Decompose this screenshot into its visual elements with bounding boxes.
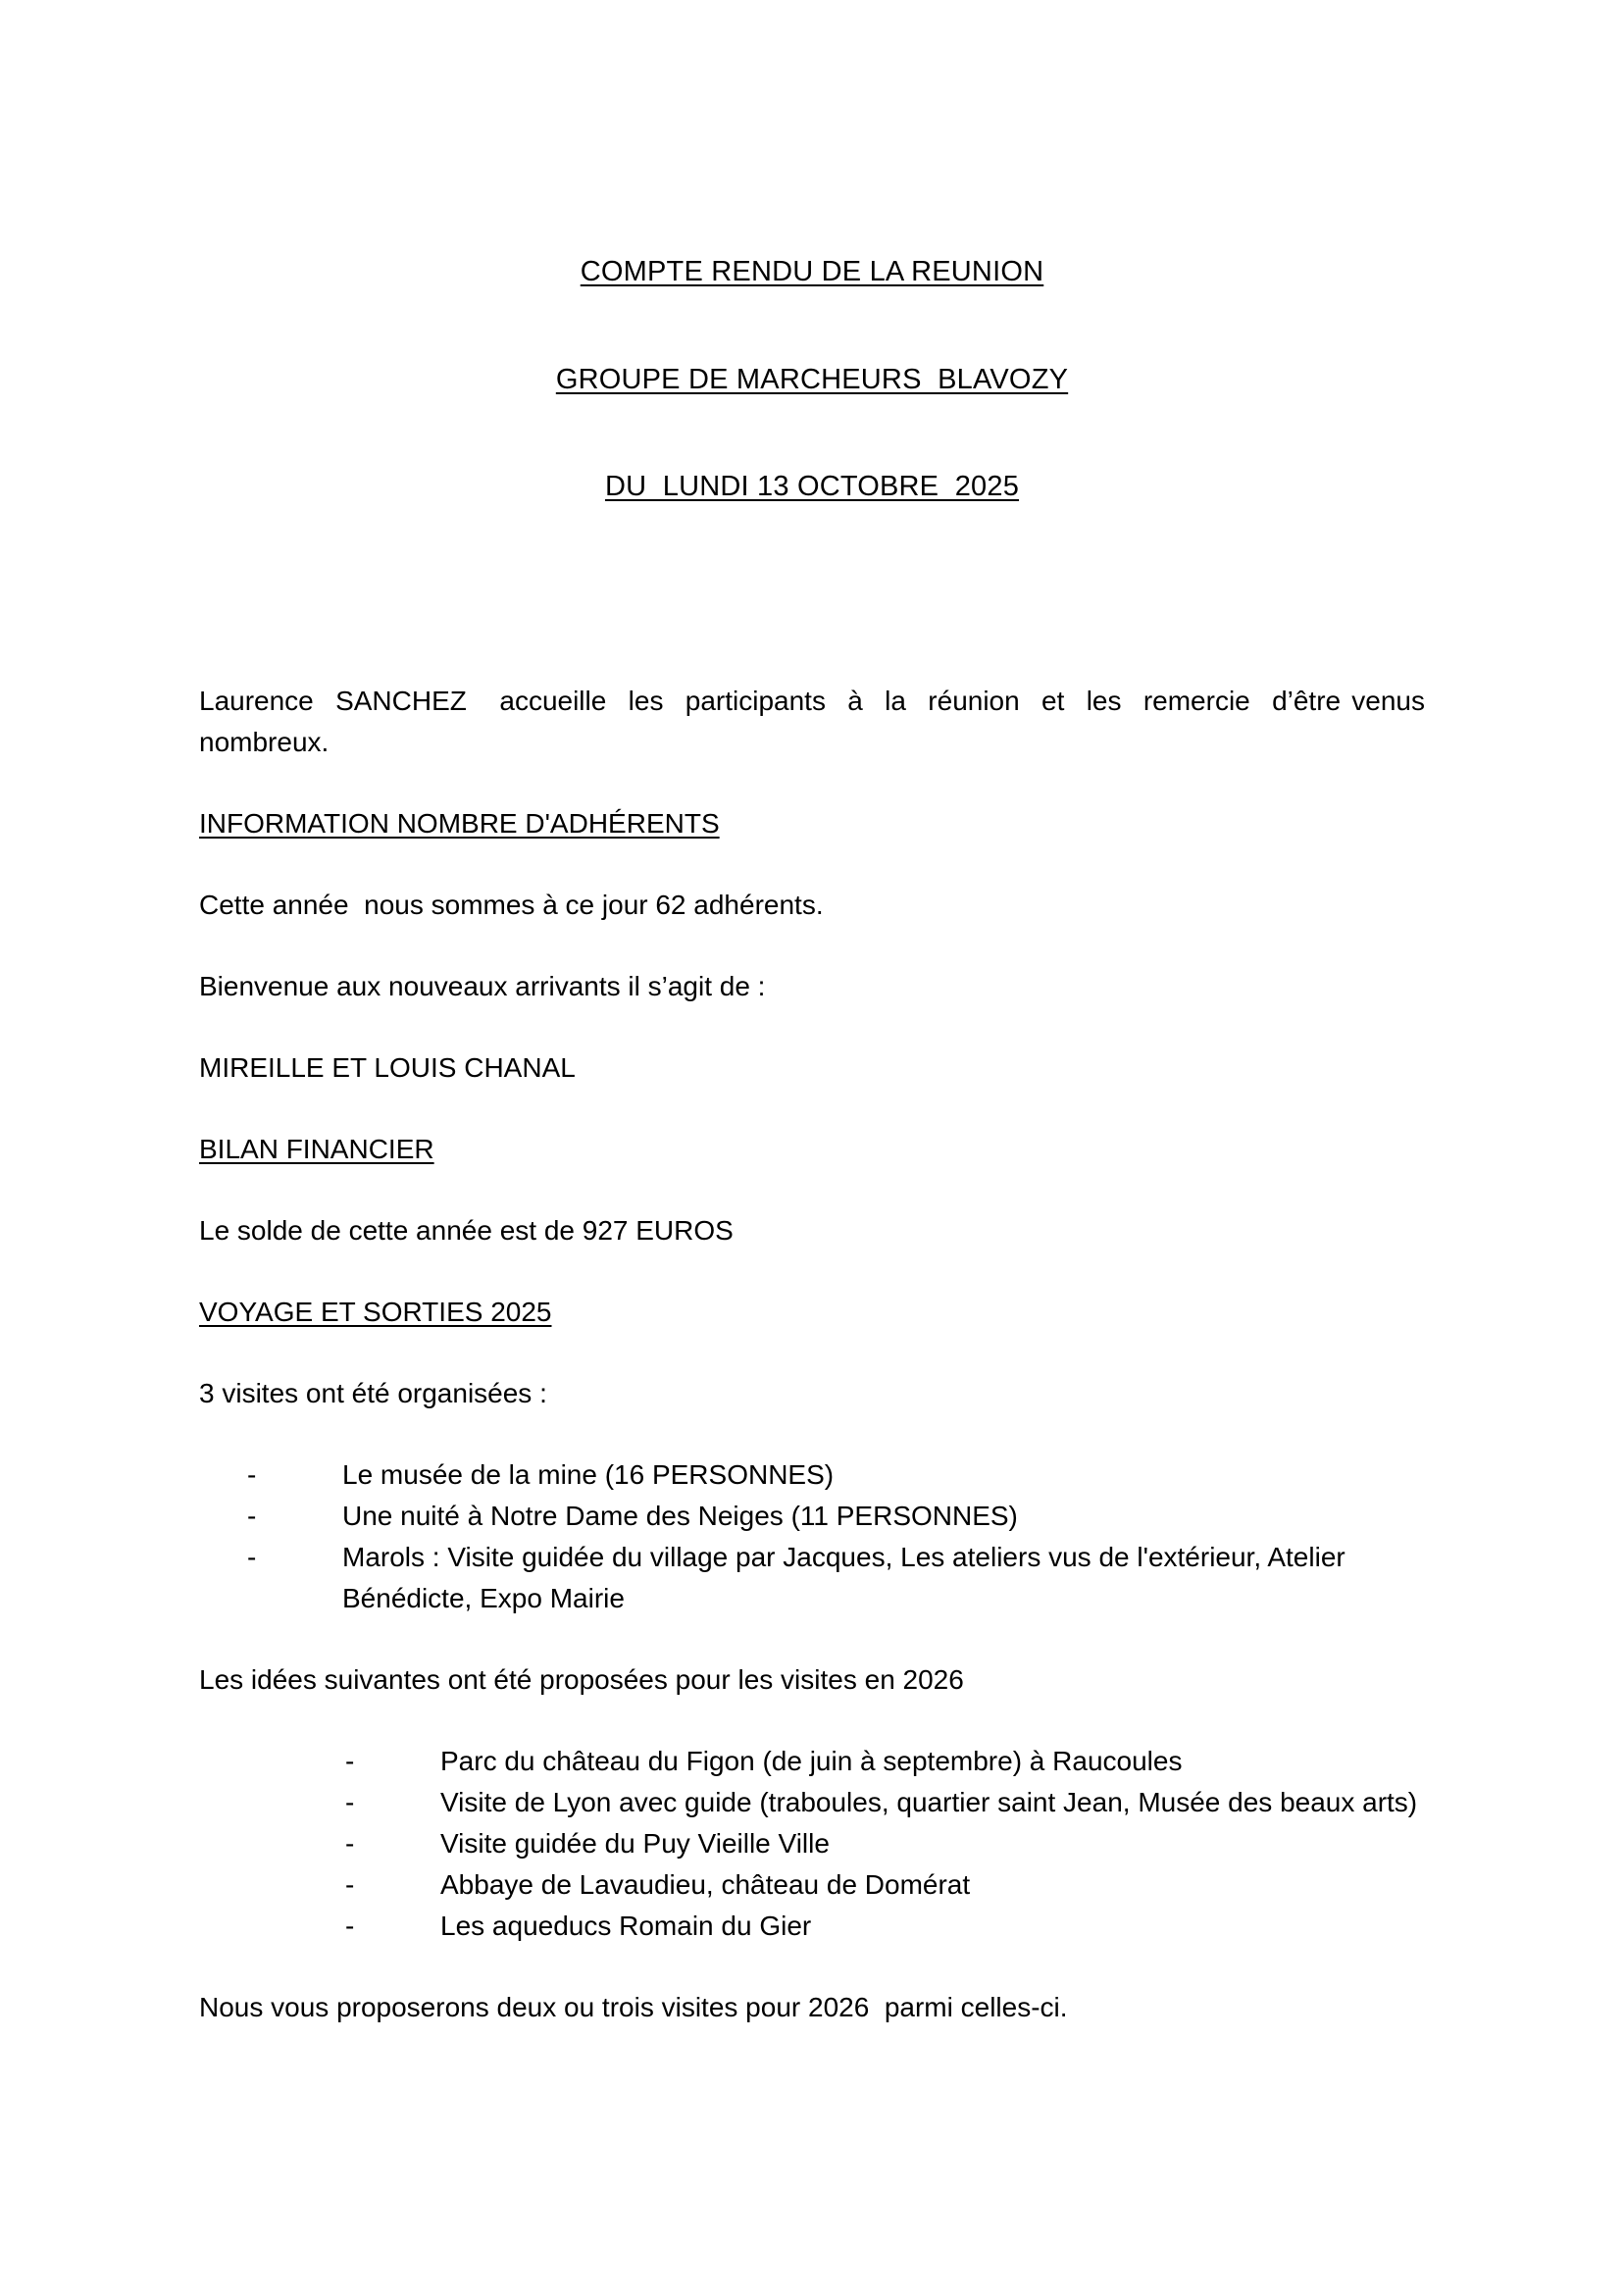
list-item-label: Visite guidée du Puy Vieille Ville	[440, 1827, 830, 1859]
blank-line	[199, 1619, 1425, 1659]
list-ideas-2026	[345, 1741, 1425, 1947]
document-body	[199, 182, 1433, 2028]
dash-bullet-icon: -	[345, 1827, 355, 1859]
title-line-2: GROUPE DE MARCHEURS BLAVOZY	[555, 363, 1069, 395]
heading-voyage-sorties: VOYAGE ET SORTIES 2025	[199, 1296, 552, 1327]
paragraph-ideas-leadin: Les idées suivantes ont été proposées pour les visites en 2026	[199, 1663, 964, 1695]
blank-line	[199, 1251, 1425, 1292]
list-item-label: Le musée de la mine (16 PERSONNES)	[342, 1458, 835, 1490]
paragraph-closing: Nous vous proposerons deux ou trois visites pour 2026 parmi celles-ci.	[199, 1991, 1068, 2022]
list-item	[247, 1537, 1425, 1619]
list-item	[345, 1823, 1425, 1864]
dash-bullet-icon: -	[345, 1868, 355, 1900]
blank-line	[199, 926, 1425, 966]
paragraph-adherents-count: Cette année nous sommes à ce jour 62 adhérents.	[199, 889, 824, 920]
list-item	[247, 1454, 1425, 1496]
blank-line	[199, 1701, 1425, 1741]
list-item	[345, 1864, 1425, 1906]
title-body-gap	[199, 577, 1425, 681]
page-title	[199, 182, 1425, 577]
heading-bilan-financier: BILAN FINANCIER	[199, 1133, 434, 1164]
list-item	[345, 1741, 1425, 1782]
dash-bullet-icon: -	[345, 1910, 355, 1941]
paragraph-visits-leadin: 3 visites ont été organisées :	[199, 1377, 547, 1408]
title-line-1: COMPTE RENDU DE LA REUNION	[580, 256, 1044, 287]
dash-bullet-icon: -	[345, 1786, 355, 1817]
dash-bullet-icon: -	[345, 1745, 355, 1776]
intro-paragraph: Laurence SANCHEZ accueille les participants à la réunion et les remercie d’être venus nombreux.	[199, 685, 1433, 757]
dash-bullet-icon: -	[247, 1500, 257, 1531]
blank-line	[199, 763, 1425, 803]
blank-line	[199, 1089, 1425, 1129]
paragraph-newcomer-names: MIREILLE ET LOUIS CHANAL	[199, 1051, 576, 1083]
blank-line	[199, 1947, 1425, 1987]
list-visits-2025	[247, 1454, 1425, 1619]
dash-bullet-icon: -	[247, 1541, 257, 1572]
list-item-label: Abbaye de Lavaudieu, château de Domérat	[440, 1868, 971, 1900]
heading-information-adherents: INFORMATION NOMBRE D'ADHÉRENTS	[199, 807, 720, 839]
blank-line	[199, 1170, 1425, 1210]
list-item-label: Visite de Lyon avec guide (traboules, quartier saint Jean, Musée des beaux arts)	[440, 1786, 1418, 1817]
blank-line	[199, 844, 1425, 885]
list-item-label: Marols : Visite guidée du village par Jacques, Les ateliers vus de l'extérieur, Atelier Bénédicte, Expo Mairie	[342, 1541, 1353, 1613]
list-item	[345, 1906, 1425, 1947]
list-item	[345, 1782, 1425, 1823]
blank-line	[199, 1333, 1425, 1373]
dash-bullet-icon: -	[247, 1458, 257, 1490]
title-line-3: DU LUNDI 13 OCTOBRE 2025	[604, 471, 1020, 502]
blank-line	[199, 1007, 1425, 1047]
list-item-label: Une nuité à Notre Dame des Neiges (11 PERSONNES)	[342, 1500, 1018, 1531]
list-item-label: Parc du château du Figon (de juin à septembre) à Raucoules	[440, 1745, 1183, 1776]
list-item	[247, 1496, 1425, 1537]
list-item-label: Les aqueducs Romain du Gier	[440, 1910, 812, 1941]
blank-line	[199, 1414, 1425, 1454]
paragraph-balance: Le solde de cette année est de 927 EUROS	[199, 1214, 734, 1246]
paragraph-welcome-newcomers: Bienvenue aux nouveaux arrivants il s’agit de :	[199, 970, 766, 1001]
